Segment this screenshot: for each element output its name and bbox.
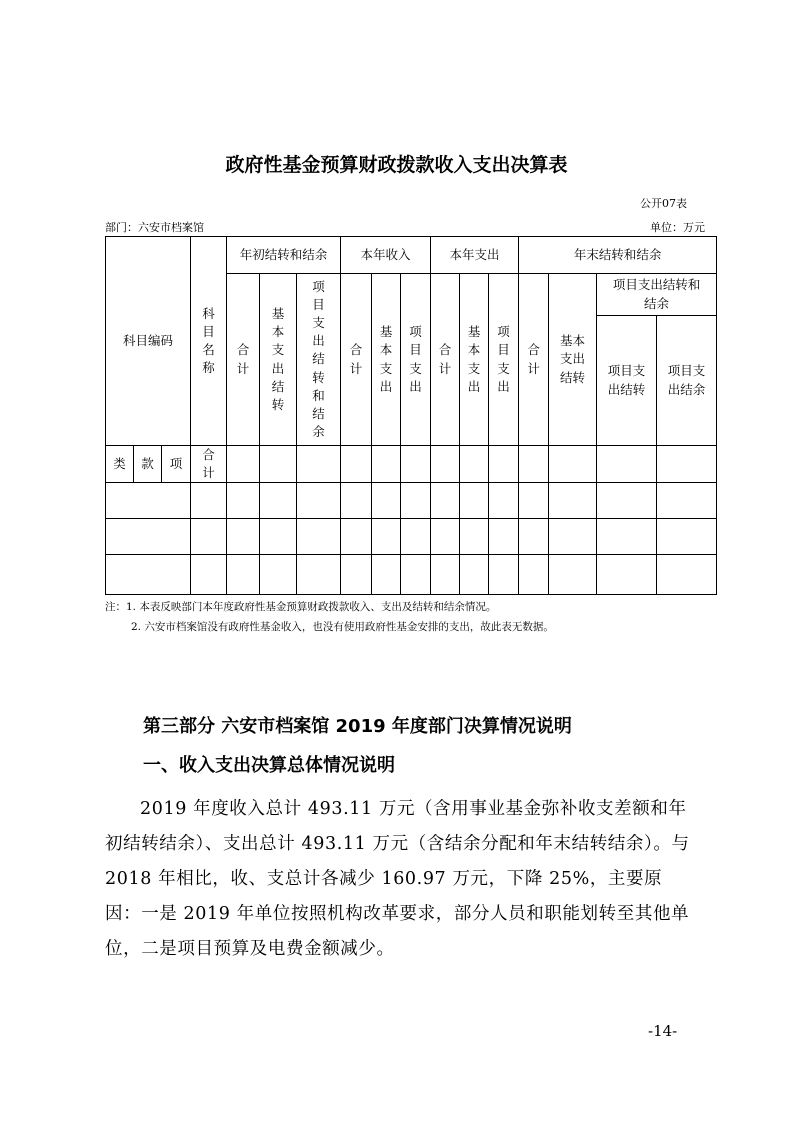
header-end-project-carry-balance: 项目支出结转和结余	[597, 274, 717, 316]
header-begin-project-carry-balance: 项目支出结转和结余	[297, 274, 341, 446]
header-item: 项	[162, 446, 191, 483]
header-expense-total: 合计	[431, 274, 460, 446]
part-heading: 第三部分 六安市档案馆 2019 年度部门决算情况说明	[143, 716, 572, 737]
table-row	[106, 483, 717, 519]
header-class: 类	[106, 446, 134, 483]
header-ending-balance: 年末结转和结余	[519, 237, 717, 274]
header-subject-name: 科目名称	[191, 237, 227, 446]
header-end-project-balance: 项目支出结余	[657, 316, 717, 446]
header-beginning-balance: 年初结转和结余	[227, 237, 341, 274]
table-note-2: 2. 六安市档案馆没有政府性基金收入，也没有使用政府性基金安排的支出，故此表无数据。	[131, 621, 554, 633]
header-end-total: 合计	[519, 274, 549, 446]
header-income-total: 合计	[341, 274, 372, 446]
page-number: -14-	[648, 1022, 678, 1040]
header-end-project-carry: 项目支出结转	[597, 316, 657, 446]
header-begin-total: 合计	[227, 274, 260, 446]
table-row	[106, 519, 717, 555]
header-income-project: 项目支出	[401, 274, 431, 446]
table-note-1: 注：1. 本表反映部门本年度政府性基金预算财政拨款收入、支出及结转和结余情况。	[105, 601, 497, 613]
section-heading: 一、收入支出决算总体情况说明	[143, 755, 395, 776]
body-paragraph: 2019 年度收入总计 493.11 万元（含用事业基金弥补收支差额和年初结转结余）、支出总计 493.11 万元（含结余分配和年末结转结余）。与 2018 年相比，收、支总计各减少 160.97 万元，下降 25%，主要原因：一是 2019 年单位按照机构改革要求，部分人员和职能划转至其他单位，二是项目预算及电费金额减少。	[105, 799, 690, 959]
header-section: 款	[134, 446, 162, 483]
table-row	[106, 555, 717, 595]
header-income-basic: 基本支出	[372, 274, 401, 446]
header-current-income: 本年收入	[341, 237, 431, 274]
header-subject-code: 科目编码	[106, 237, 191, 446]
department-label: 部门：六安市档案馆	[105, 221, 204, 234]
header-expense-project: 项目支出	[489, 274, 519, 446]
header-begin-basic-carry: 基本支出结转	[260, 274, 297, 446]
header-end-basic-carry: 基本支出结转	[549, 274, 597, 446]
unit-label: 单位：万元	[650, 221, 705, 234]
form-code: 公开07表	[640, 197, 687, 210]
header-current-expense: 本年支出	[431, 237, 519, 274]
row-total-label: 合计	[191, 446, 227, 483]
document-title: 政府性基金预算财政拨款收入支出决算表	[225, 154, 568, 176]
header-expense-basic: 基本支出	[460, 274, 489, 446]
fund-budget-table	[105, 236, 717, 595]
